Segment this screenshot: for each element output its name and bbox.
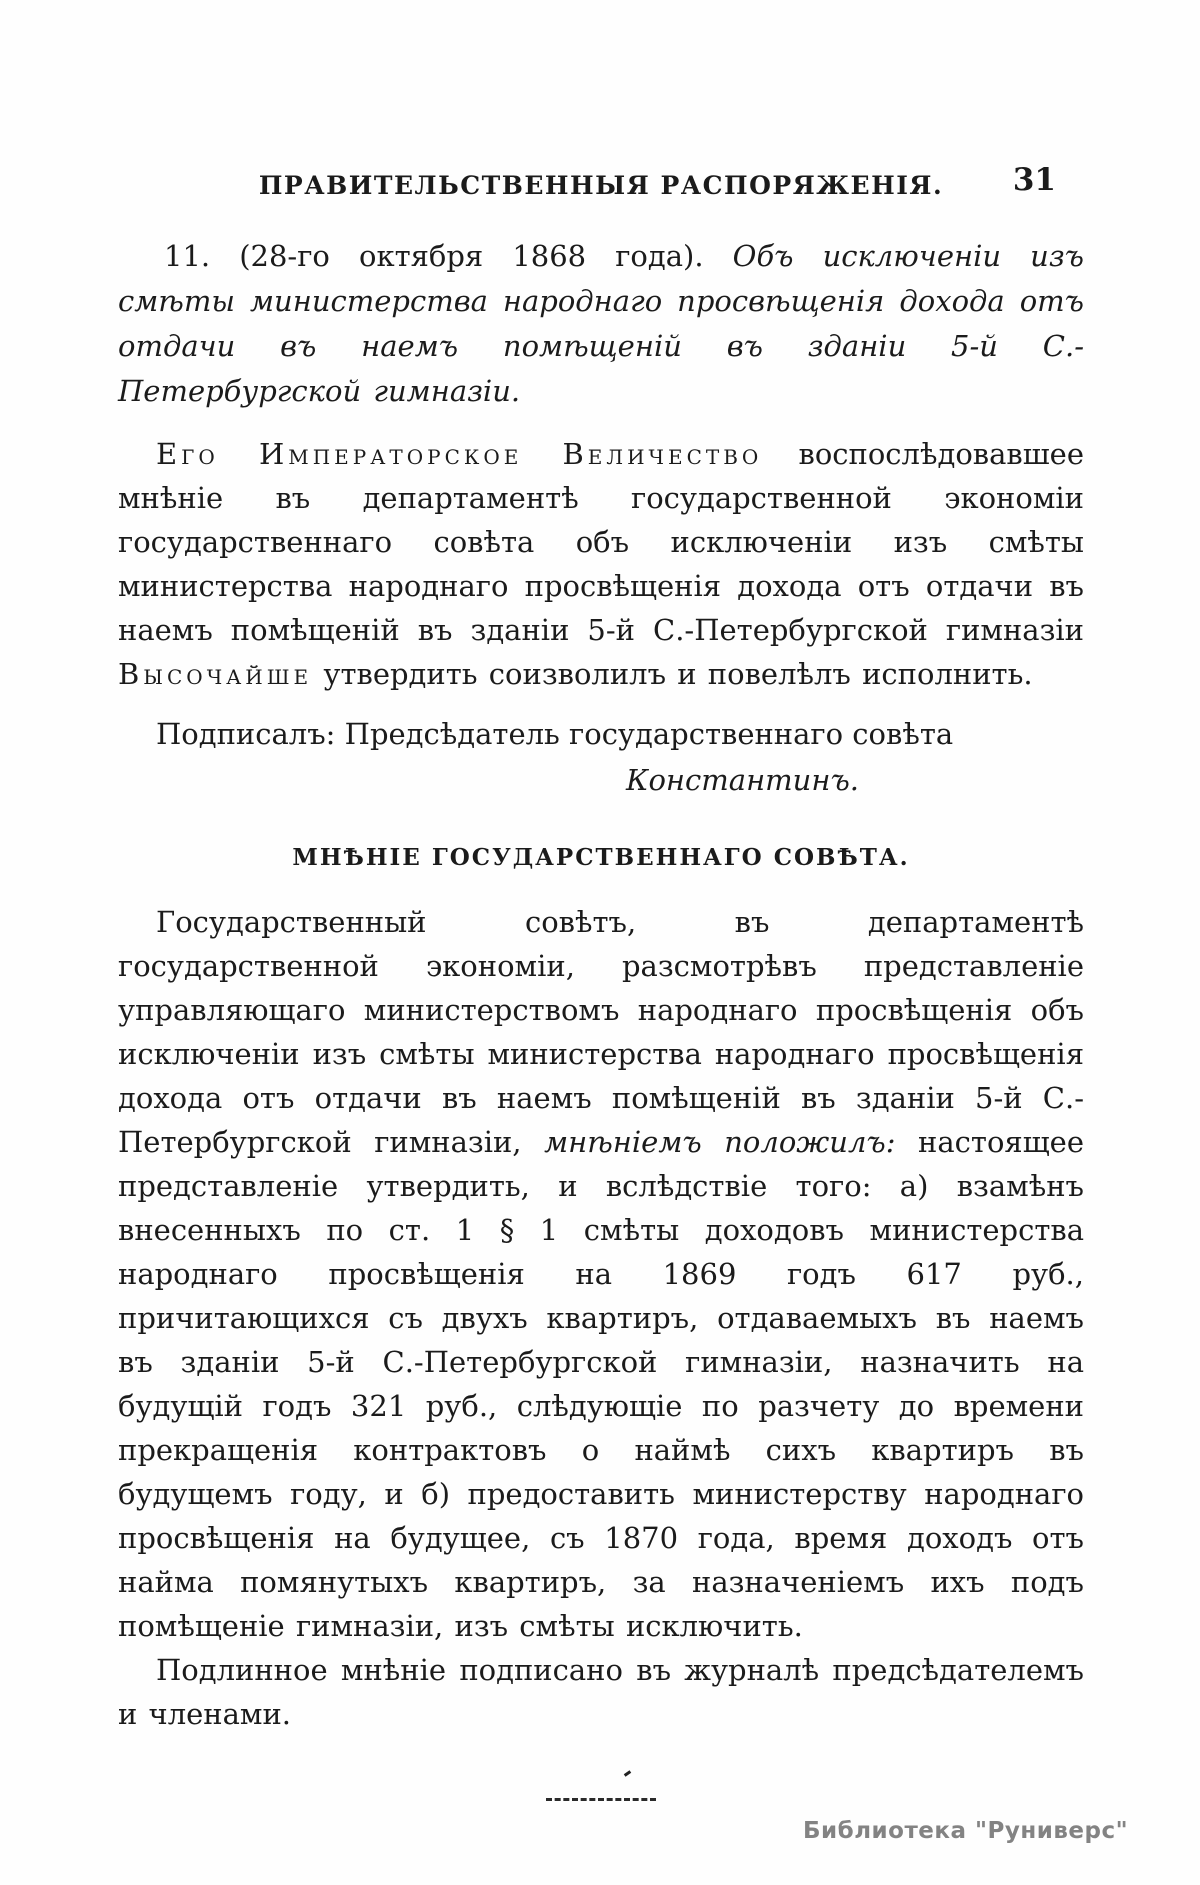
highest-approval-word: Высочайше <box>118 657 313 691</box>
decree-body-closing: утвердить соизволилъ и повелѣлъ исполнить. <box>312 657 1033 691</box>
library-watermark: Библиотека "Руниверс" <box>803 1818 1129 1844</box>
imperial-majesty-phrase: Его Императорское Величество <box>156 437 763 471</box>
signature-label: Подписалъ: Предсѣдатель государственнаго совѣта <box>156 717 954 751</box>
opinion-text-part2: настоящее представленіе утвердить, и вслѣдствіе того: а) взамѣнъ внесенныхъ по ст. 1 § 1 смѣты доходовъ министерства народнаго просвѣщенія на 1869 годъ 617 руб., причитающихся съ двухъ квартиръ, отдаваемыхъ въ наемъ въ зданіи 5-й С.-Петербургской гимназіи, назначить на будущій годъ 321 руб., слѣдующіе по разчету до времени прекращенія контрактовъ о наймѣ сихъ квартиръ въ будущемъ году, и б) предоставить министерству народнаго просвѣщенія на будущее, съ 1870 года, время доходъ отъ найма помянутыхъ квартиръ, за назначеніемъ ихъ подъ помѣщеніе гимназіи, изъ смѣты исключить. <box>118 1125 1084 1643</box>
opinion-closing-paragraph: Подлинное мнѣніе подписано въ журналѣ предсѣдателемъ и членами. <box>118 1653 1084 1731</box>
decree-title-number: 11. (28-го октября 1868 года). <box>164 239 733 273</box>
opinion-section-heading: МНѢНІЕ ГОСУДАРСТВЕННАГО СОВѢТА. <box>292 844 910 871</box>
signature-name: Константинъ. <box>626 763 859 797</box>
decree-body-text: воспослѣдовавшее мнѣніе въ департаментѣ государственной экономіи государственнаго совѣта объ исключеніи изъ смѣты министерства народнаго просвѣщенія дохода отъ отдачи въ наемъ помѣщеній въ зданіи 5-й С.-Петербургской гимназіи <box>118 437 1085 647</box>
page-number: 31 <box>1012 162 1056 198</box>
section-divider <box>546 1778 656 1806</box>
running-title: ПРАВИТЕЛЬСТВЕННЫЯ РАСПОРЯЖЕНІЯ. <box>258 171 944 200</box>
page-header <box>118 162 1084 204</box>
decree-body-paragraph <box>118 432 1084 696</box>
opinion-resolution-phrase: мнѣніемъ положилъ: <box>544 1125 896 1159</box>
opinion-paragraph <box>118 900 1084 1648</box>
decree-title-subject: Объ исключеніи изъ смѣты министерства народнаго просвѣщенія дохода отъ отдачи въ наемъ помѣщеній въ зданіи 5-й С.-Петербургской гимназіи. <box>118 239 1084 408</box>
decree-title <box>118 234 1084 414</box>
divider-dashed-rule <box>546 1798 656 1801</box>
divider-tick-mark <box>624 1770 631 1776</box>
text-column <box>118 162 1085 1806</box>
opinion-text-part1: Государственный совѣтъ, въ департаментѣ государственной экономіи, разсмотрѣвъ представленіе управляющаго министерствомъ народнаго просвѣщенія объ исключеніи изъ смѣты министерства народнаго просвѣщенія дохода отъ отдачи въ наемъ помѣщеній въ зданіи 5-й С.-Петербургской гимназіи, <box>118 905 1084 1159</box>
